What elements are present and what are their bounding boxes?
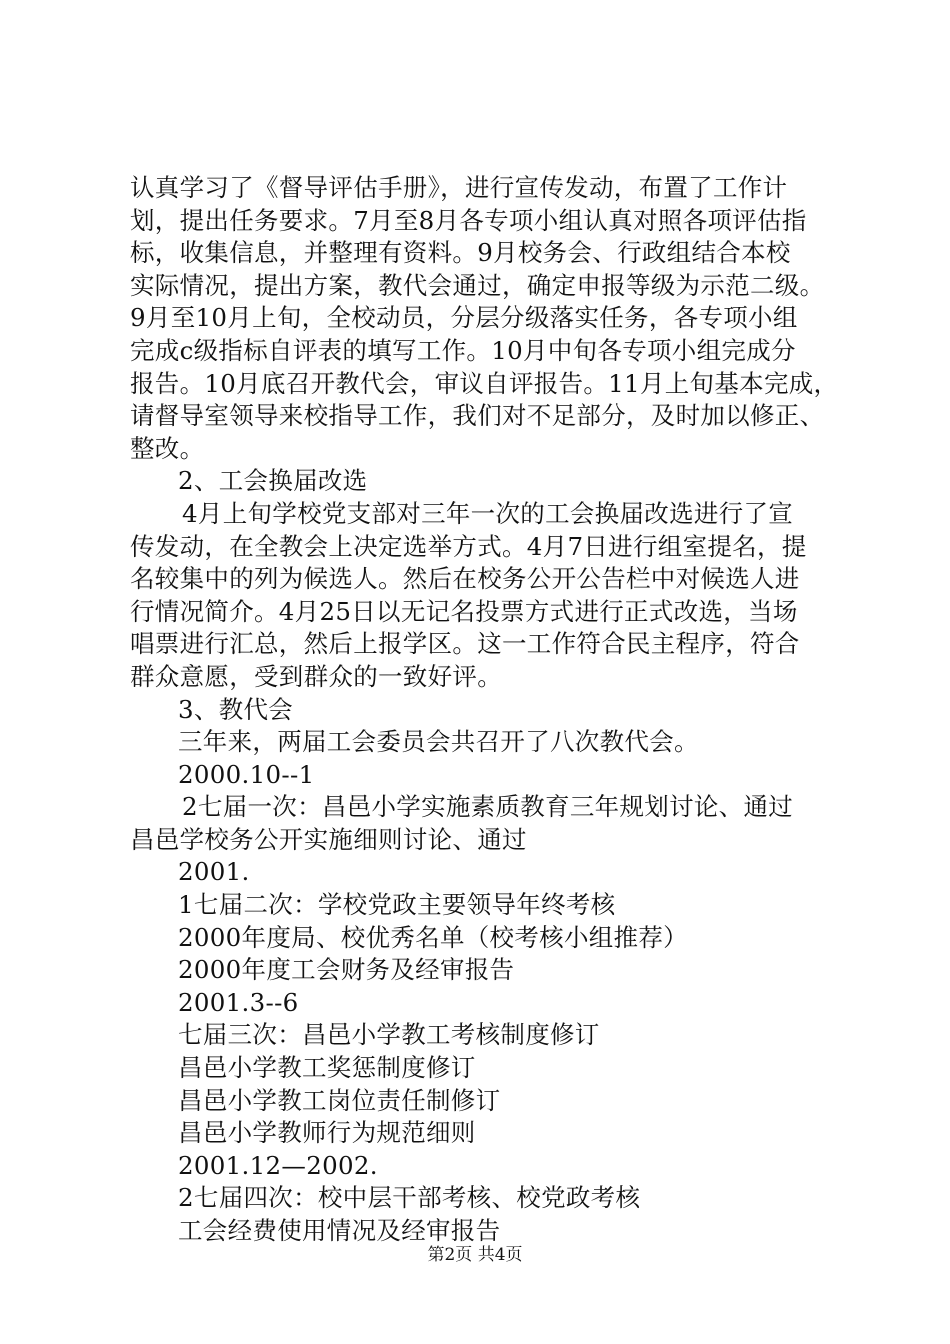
body-line: 认真学习了《督导评估手册》，进行宣传发动，布置了工作计: [130, 173, 788, 202]
body-line: 2000年度局、校优秀名单（校考核小组推荐）: [178, 922, 688, 952]
section-heading-election: 2、工会换届改选: [178, 466, 368, 496]
body-line: 昌邑小学教工奖惩制度修订: [178, 1053, 476, 1083]
document-body: [130, 172, 839, 1248]
body-line: 工会经费使用情况及经审报告: [178, 1216, 501, 1245]
page-footer: 第2页 共4页: [427, 1245, 523, 1265]
body-line: 请督导室领导来校指导工作，我们对不足部分，及时加以修正、: [130, 401, 825, 431]
body-line: 标，收集信息，并整理有资料。9月校务会、行政组结合本校: [130, 238, 791, 268]
body-line: 七届三次：昌邑小学教工考核制度修订: [178, 1020, 600, 1050]
body-line: 1七届二次：学校党政主要领导年终考核: [178, 890, 616, 920]
date-line: 2001.3--6: [178, 987, 299, 1017]
body-line: 2七届一次：昌邑小学实施素质教育三年规划讨论、通过: [182, 792, 794, 822]
body-line: 报告。10月底召开教代会，审议自评报告。11月上旬基本完成，: [130, 368, 839, 398]
body-line: 名较集中的列为候选人。然后在校务公开公告栏中对候选人进: [130, 564, 800, 594]
body-line: 传发动，在全教会上决定选举方式。4月7日进行组室提名，提: [130, 531, 807, 561]
body-line: 完成c级指标自评表的填写工作。10月中旬各专项小组完成分: [130, 335, 796, 365]
body-line: 昌邑学校务公开实施细则讨论、通过: [130, 824, 527, 854]
section-heading-congress: 3、教代会: [178, 694, 294, 724]
body-line: 行情况简介。4月25日以无记名投票方式进行正式改选，当场: [130, 596, 798, 626]
body-line: 2000年度工会财务及经审报告: [178, 955, 515, 985]
body-line: 9月至10月上旬，全校动员，分层分级落实任务，各专项小组: [130, 303, 798, 333]
body-line: 划，提出任务要求。7月至8月各专项小组认真对照各项评估指: [130, 205, 807, 235]
body-line: 整改。: [130, 433, 205, 463]
body-line: 实际情况，提出方案，教代会通过，确定申报等级为示范二级。: [130, 270, 825, 300]
date-line: 2000.10--1: [178, 759, 315, 789]
date-line: 2001.12—2002.: [178, 1150, 378, 1180]
body-line: 昌邑小学教工岗位责任制修订: [178, 1085, 501, 1115]
body-line: 群众意愿，受到群众的一致好评。: [130, 661, 502, 691]
body-line: 唱票进行汇总，然后上报学区。这一工作符合民主程序，符合: [130, 629, 800, 659]
body-line: 2七届四次：校中层干部考核、校党政考核: [178, 1183, 641, 1213]
body-line: 三年来，两届工会委员会共召开了八次教代会。: [178, 727, 699, 757]
date-line: 2001.: [178, 857, 250, 887]
body-line: 4月上旬学校党支部对三年一次的工会换届改选进行了宣: [182, 498, 794, 528]
body-line: 昌邑小学教师行为规范细则: [178, 1118, 476, 1148]
